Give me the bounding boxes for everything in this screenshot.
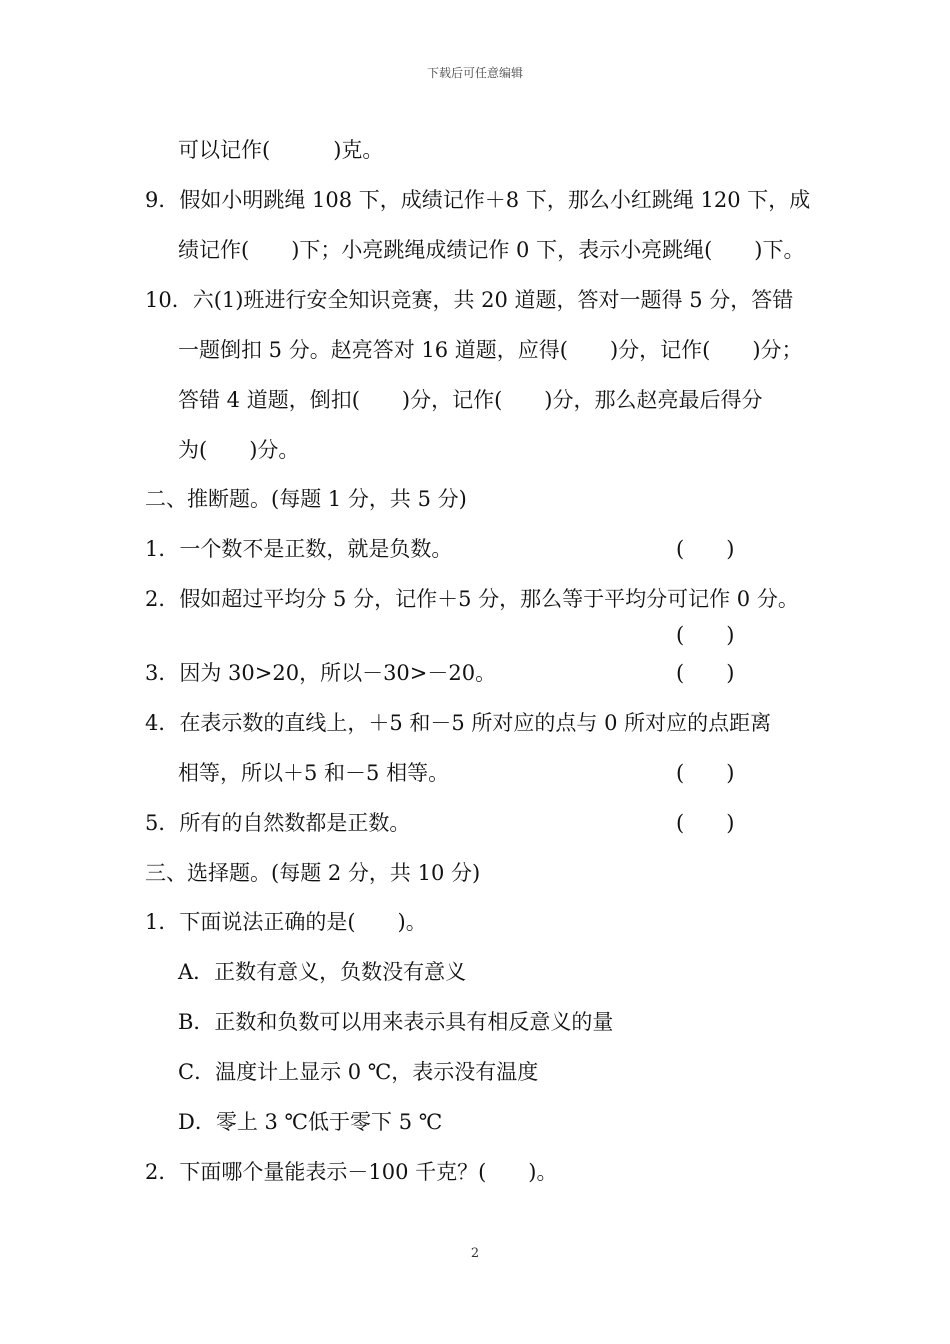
page-number: 2 [470, 1246, 480, 1261]
judgment-item-4: 4．在表示数的直线上，＋5 和－5 所对应的点与 0 所对应的点距离 [145, 711, 772, 735]
judgment-item-3: 3．因为 30>20，所以－30>－20。 [145, 661, 497, 685]
choice-question-2: 2．下面哪个量能表示－100 千克？( )。 [145, 1160, 558, 1184]
text-line: 绩记作( )下；小亮跳绳成绩记作 0 下，表示小亮跳绳( )下。 [178, 238, 805, 262]
answer-parenthesis: ( ) [676, 623, 735, 647]
choice-question-1: 1．下面说法正确的是( )。 [145, 910, 427, 934]
section-heading-choice: 三、选择题。(每题 2 分，共 10 分) [145, 861, 481, 885]
text-line: 相等，所以＋5 和－5 相等。 [178, 761, 450, 785]
answer-parenthesis: ( ) [676, 811, 735, 835]
section-heading-judgment: 二、推断题。(每题 1 分，共 5 分) [145, 487, 467, 511]
choice-option-d: D．零上 3 ℃低于零下 5 ℃ [178, 1110, 443, 1134]
answer-parenthesis: ( ) [676, 537, 735, 561]
judgment-item-5: 5．所有的自然数都是正数。 [145, 811, 411, 835]
page-header: 下载后可任意编辑 [426, 66, 523, 80]
choice-option-c: C．温度计上显示 0 ℃，表示没有温度 [178, 1060, 539, 1084]
question-9: 9．假如小明跳绳 108 下，成绩记作＋8 下，那么小红跳绳 120 下，成 [145, 188, 811, 212]
text-line: 一题倒扣 5 分。赵亮答对 16 道题，应得( )分，记作( )分； [178, 338, 803, 362]
answer-parenthesis: ( ) [676, 761, 735, 785]
answer-parenthesis: ( ) [676, 661, 735, 685]
judgment-item-1: 1．一个数不是正数，就是负数。 [145, 537, 453, 561]
choice-option-a: A．正数有意义，负数没有意义 [178, 960, 467, 984]
question-10: 10．六(1)班进行安全知识竞赛，共 20 道题，答对一题得 5 分，答错 [145, 288, 794, 312]
judgment-item-2: 2．假如超过平均分 5 分，记作＋5 分，那么等于平均分可记作 0 分。 [145, 587, 799, 611]
text-line: 可以记作( )克。 [178, 138, 384, 162]
text-line: 答错 4 道题，倒扣( )分，记作( )分，那么赵亮最后得分 [178, 388, 763, 412]
choice-option-b: B．正数和负数可以用来表示具有相反意义的量 [178, 1010, 614, 1034]
text-line: 为( )分。 [178, 438, 300, 462]
